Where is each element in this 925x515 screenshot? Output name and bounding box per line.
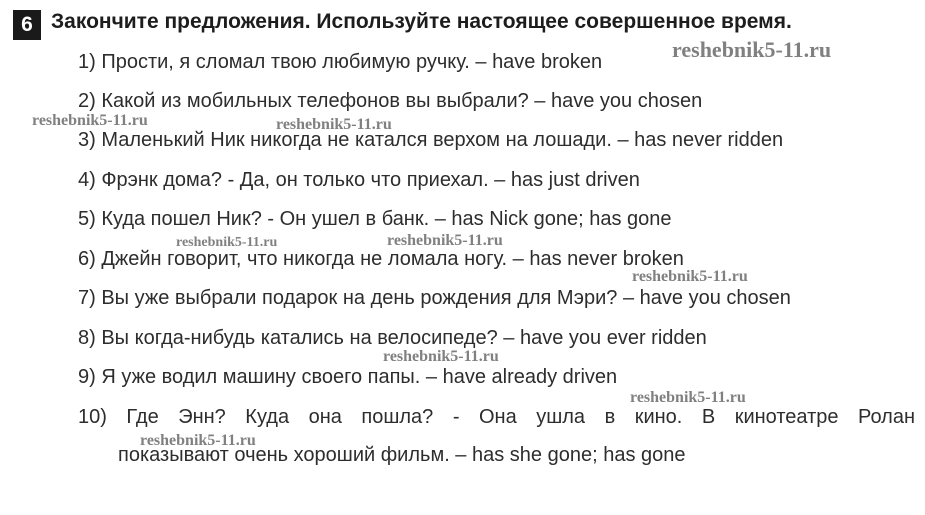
answer-item: 2) Какой из мобильных телефонов вы выбрали? – have you chosen bbox=[78, 90, 703, 112]
watermark: reshebnik5-11.ru bbox=[140, 432, 256, 449]
answer-10-line-1: 10) Где Энн? Куда она пошла? - Она ушла в кино. В кинотеатре Ролан bbox=[78, 406, 915, 428]
task-title: Закончите предложения. Используйте настоящее совершенное время. bbox=[51, 10, 792, 33]
answer-10-line-2: показывают очень хороший фильм. – has she gone; has gone bbox=[118, 444, 686, 466]
task-number-badge: 6 bbox=[13, 10, 41, 40]
watermark: reshebnik5-11.ru bbox=[276, 116, 392, 133]
answer-item: 1) Прости, я сломал твою любимую ручку. – have broken bbox=[78, 51, 603, 73]
watermark: reshebnik5-11.ru bbox=[387, 232, 503, 249]
watermark: reshebnik5-11.ru bbox=[383, 348, 499, 365]
watermark: reshebnik5-11.ru bbox=[32, 112, 148, 129]
watermark: reshebnik5-11.ru bbox=[632, 268, 748, 285]
answer-item: 4) Фрэнк дома? - Да, он только что приехал. – has just driven bbox=[78, 169, 640, 191]
watermark: reshebnik5-11.ru bbox=[672, 37, 832, 62]
watermark: reshebnik5-11.ru bbox=[630, 389, 746, 406]
answer-item: 5) Куда пошел Ник? - Он ушел в банк. – has Nick gone; has gone bbox=[78, 208, 672, 230]
answer-item: 6) Джейн говорит, что никогда не ломала ногу. – has never broken bbox=[78, 248, 684, 270]
answer-item: 3) Маленький Ник никогда не катался верхом на лошади. – has never ridden bbox=[78, 129, 784, 151]
answer-item: 8) Вы когда-нибудь катались на велосипеде? – have you ever ridden bbox=[78, 327, 707, 349]
answer-item: 9) Я уже водил машину своего папы. – have already driven bbox=[78, 366, 618, 388]
watermark: reshebnik5-11.ru bbox=[176, 235, 278, 250]
answer-item: 7) Вы уже выбрали подарок на день рождения для Мэри? – have you chosen bbox=[78, 287, 791, 309]
